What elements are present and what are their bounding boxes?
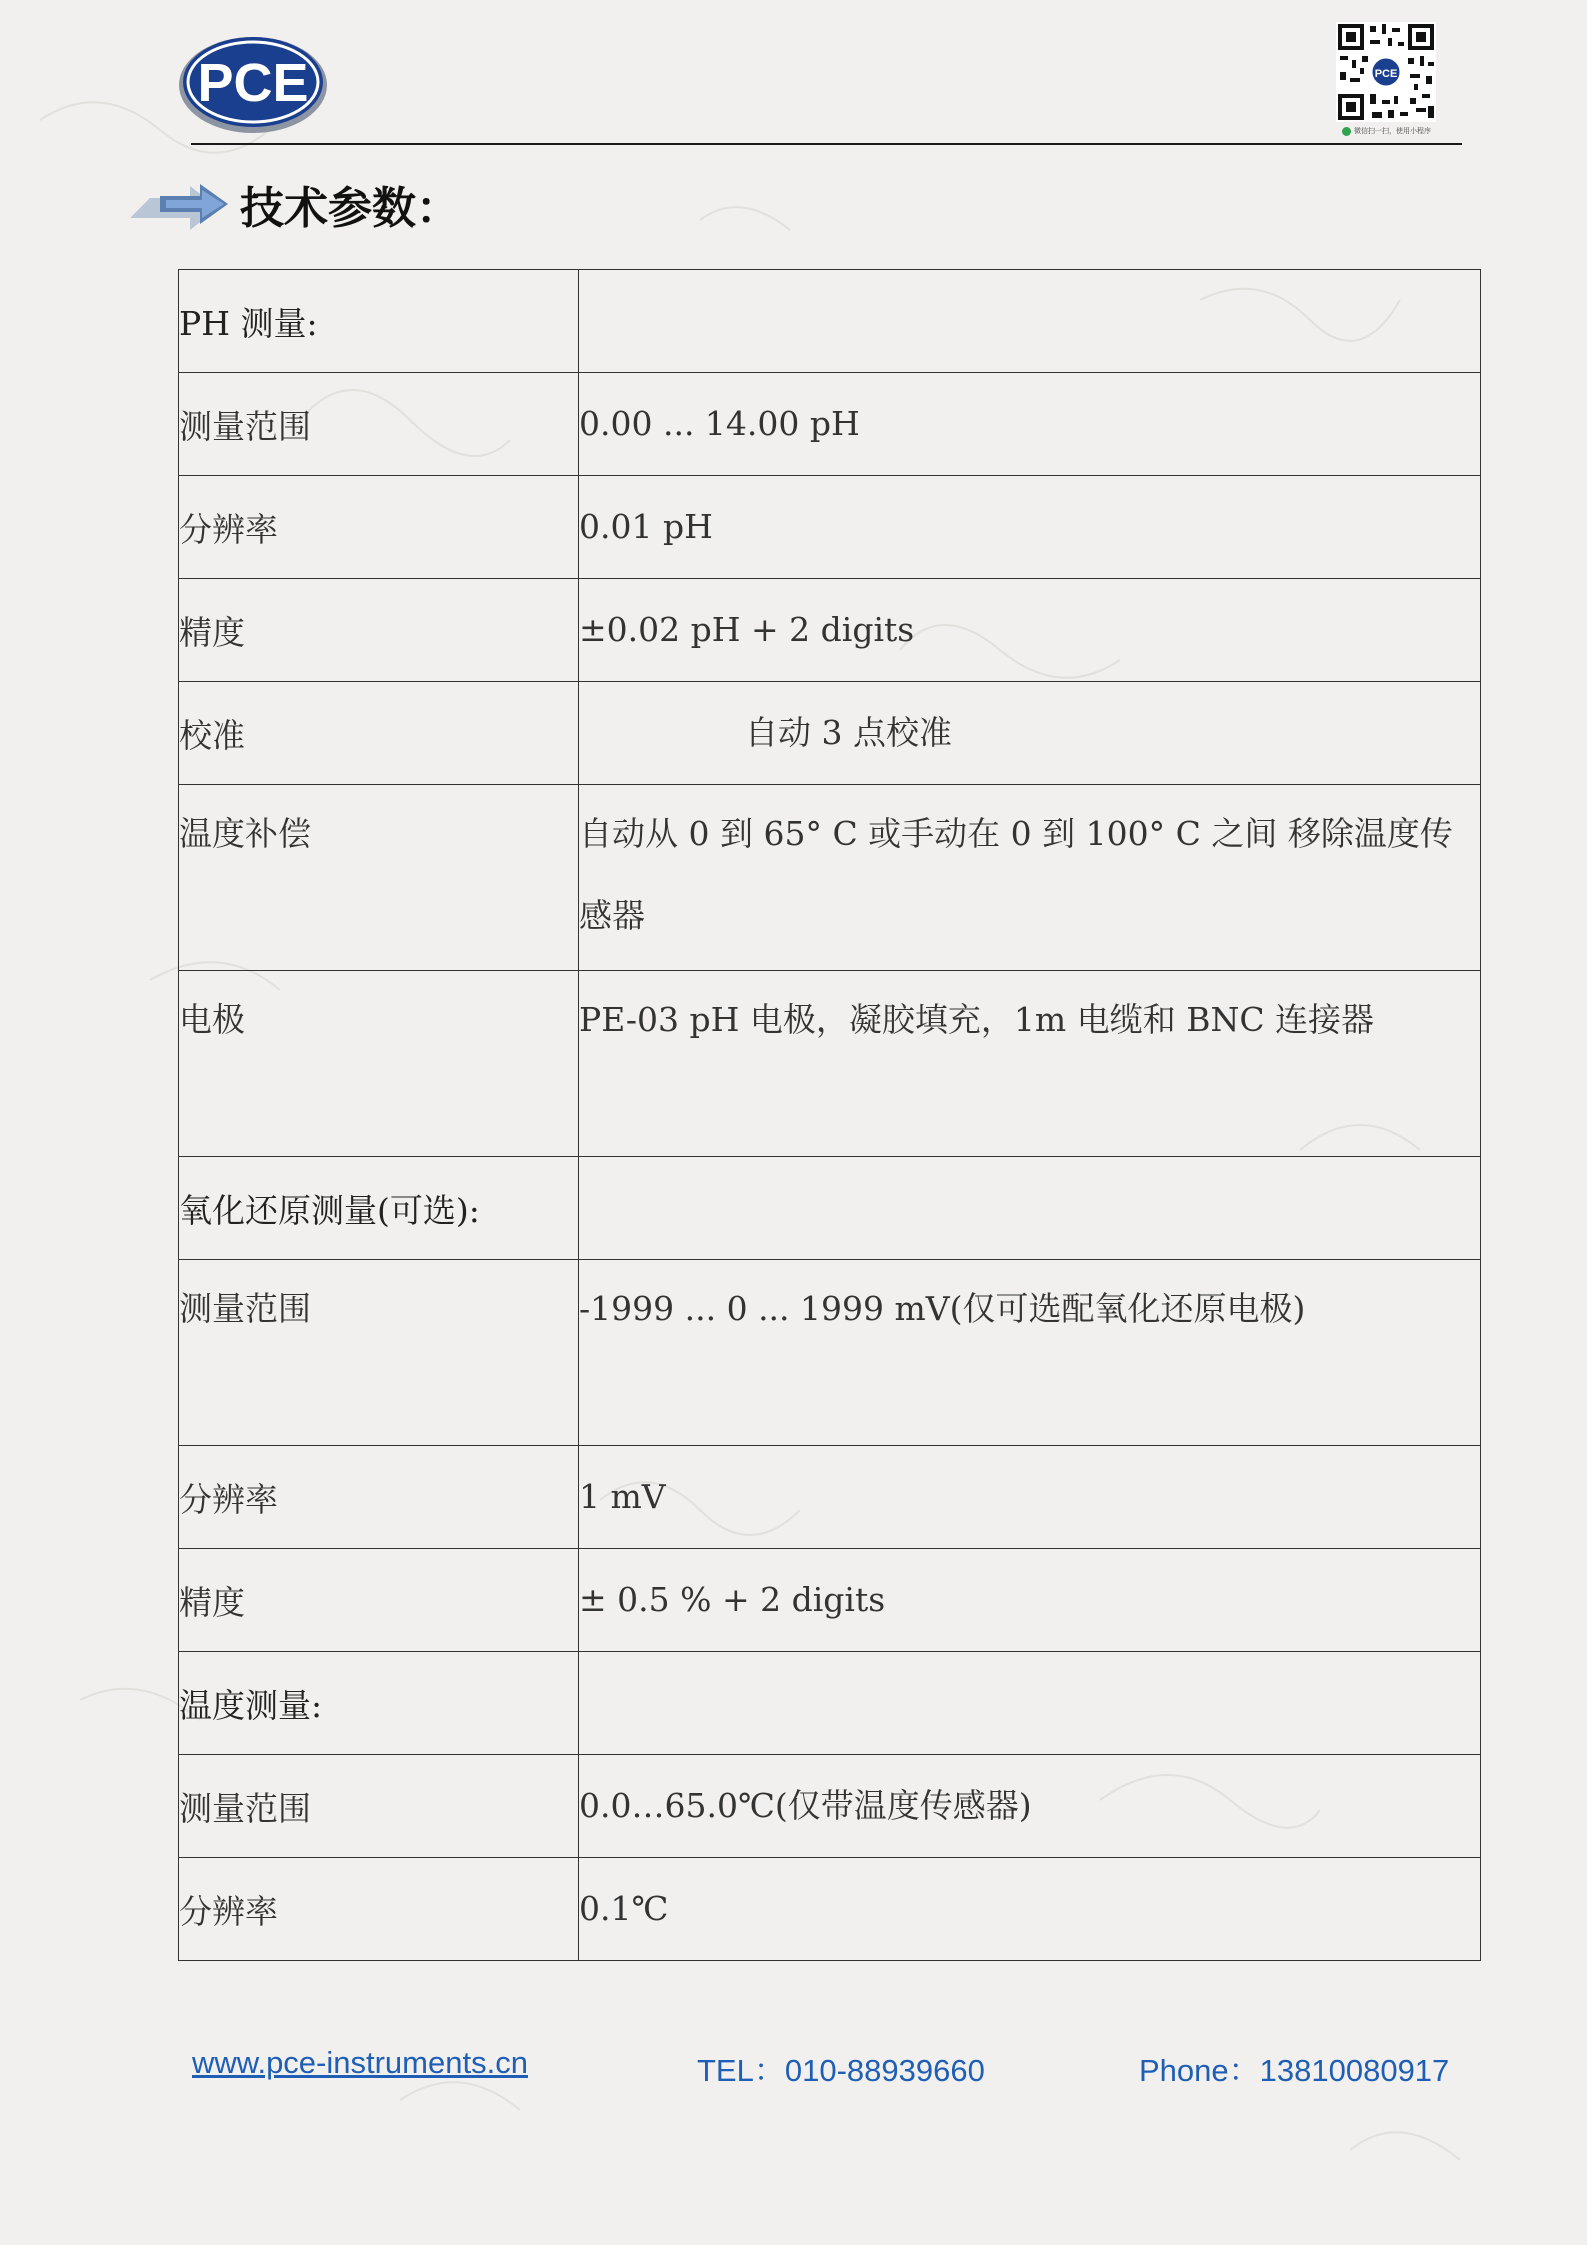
header-divider: [191, 143, 1462, 145]
spec-value: 0.1℃: [579, 1858, 1481, 1961]
spec-label: 测量范围: [179, 1260, 579, 1446]
spec-value: PE-03 pH 电极，凝胶填充，1m 电缆和 BNC 连接器: [579, 971, 1481, 1157]
spec-label: 精度: [179, 1549, 579, 1652]
spec-value: -1999 ... 0 ... 1999 mV(仅可选配氧化还原电极): [579, 1260, 1481, 1446]
pce-logo: [176, 29, 330, 137]
spec-label: 测量范围: [179, 373, 579, 476]
table-row: [179, 1446, 1481, 1549]
spec-value: ± 0.5 % + 2 digits: [579, 1549, 1481, 1652]
table-section-row: [179, 1157, 1481, 1260]
table-section-row: [179, 270, 1481, 373]
svg-text:PCE: PCE: [1374, 68, 1398, 80]
table-row: [179, 682, 1481, 785]
qr-caption: [1342, 124, 1452, 138]
spec-label: 电极: [179, 971, 579, 1157]
spec-value: 0.00 ... 14.00 pH: [579, 373, 1481, 476]
table-row: [179, 1755, 1481, 1858]
section-label-temp: 温度测量:: [179, 1652, 579, 1755]
spec-label: 分辨率: [179, 1446, 579, 1549]
arrow-right-icon: [130, 178, 234, 240]
qr-code: [1336, 22, 1436, 122]
spec-value: ±0.02 pH + 2 digits: [579, 579, 1481, 682]
spec-label: 测量范围: [179, 1755, 579, 1858]
section-label-orp: 氧化还原测量(可选):: [179, 1157, 579, 1260]
table-row: [179, 785, 1481, 971]
table-row: [179, 1858, 1481, 1961]
table-cell-empty: [579, 1652, 1481, 1755]
wechat-icon: [1342, 127, 1351, 136]
phone-number: Phone：13810080917: [1139, 2053, 1450, 2088]
section-label-ph: PH 测量:: [179, 270, 579, 373]
spec-table: [178, 269, 1481, 1961]
spec-label: 分辨率: [179, 1858, 579, 1961]
spec-label: 分辨率: [179, 476, 579, 579]
tel-number: TEL：010-88939660: [697, 2053, 985, 2088]
table-section-row: [179, 1652, 1481, 1755]
svg-text:PCE: PCE: [197, 53, 309, 113]
website-link[interactable]: www.pce-instruments.cn: [192, 2045, 528, 2080]
table-row: [179, 971, 1481, 1157]
spec-label: 校准: [179, 682, 579, 785]
table-row: [179, 476, 1481, 579]
qr-caption-text: 微信扫一扫，使用小程序: [1354, 127, 1431, 135]
page-title: 技术参数：: [240, 183, 460, 234]
spec-value: 1 mV: [579, 1446, 1481, 1549]
table-cell-empty: [579, 1157, 1481, 1260]
spec-value: 自动从 0 到 65° C 或手动在 0 到 100° C 之间 移除温度传感器: [579, 785, 1481, 971]
spec-value: 自动 3 点校准: [579, 682, 1481, 785]
table-row: [179, 579, 1481, 682]
spec-label: 温度补偿: [179, 785, 579, 971]
table-cell-empty: [579, 270, 1481, 373]
table-row: [179, 1549, 1481, 1652]
table-row: [179, 1260, 1481, 1446]
table-row: [179, 373, 1481, 476]
spec-value: 0.01 pH: [579, 476, 1481, 579]
spec-value: 0.0…65.0℃(仅带温度传感器): [579, 1755, 1481, 1858]
spec-label: 精度: [179, 579, 579, 682]
